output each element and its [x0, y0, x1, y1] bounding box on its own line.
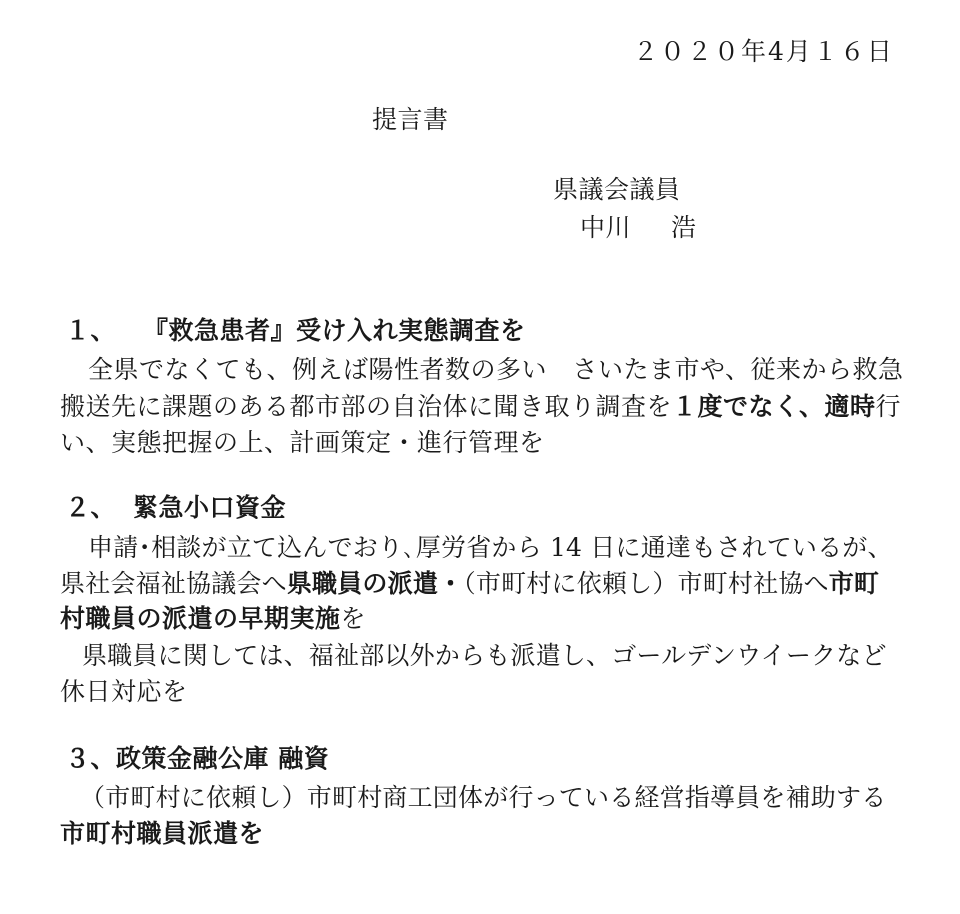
section-3-line-2 [60, 818, 264, 850]
text-run-bold: １度でなく、適時 [672, 392, 876, 421]
section-1-line-1 [88, 354, 904, 386]
text-run-bold: 村職員の派遣の早期実施 [60, 604, 341, 633]
section-1-title: 『救急患者』受け入れ実態調査を [143, 316, 526, 345]
section-2-line-4 [82, 640, 887, 672]
section-1-line-3 [60, 427, 545, 459]
text-run: （市町村に依頼し）市町村商工団体が行っている経営指導員を補助する [80, 783, 887, 812]
section-3-title: 政策金融公庫 融資 [116, 744, 330, 773]
section-1-heading [65, 315, 526, 347]
text-run: 休日対応を [60, 677, 188, 706]
text-run: 申請･相談が立て込んでおり､厚労省から 14 日に通達もされているが、 [88, 533, 893, 562]
section-2-line-5 [60, 676, 188, 708]
section-2-line-2 [60, 568, 879, 600]
author-role: 県議会議員 [553, 175, 681, 204]
section-2-line-3 [60, 603, 366, 635]
text-run-bold: 市町 [828, 569, 880, 598]
text-run: （市町村に依頼し）市町村社協へ [463, 569, 829, 598]
section-1-number: １、 [65, 316, 117, 345]
author-surname: 中川 [580, 213, 632, 242]
section-2-heading [65, 492, 286, 524]
author-name [580, 212, 697, 244]
author-given-name: 浩 [671, 213, 697, 242]
section-1-line-2 [60, 391, 901, 423]
section-2-line-1 [88, 532, 893, 564]
section-2-title: 緊急小口資金 [133, 493, 287, 522]
text-run-bold: 市町村職員派遣を [60, 819, 265, 848]
text-run: 県社会福祉協議会へ [60, 569, 287, 598]
section-3-number: ３、 [65, 744, 117, 773]
text-run: を [340, 604, 367, 633]
text-run: 県職員に関しては、福祉部以外からも派遣し、ゴールデンウイークなど [82, 641, 887, 670]
text-run: 行 [875, 392, 902, 421]
section-2-number: ２、 [65, 493, 117, 522]
section-3-line-1 [80, 782, 886, 814]
text-run: 搬送先に課題のある都市部の自治体に聞き取り調査を [60, 392, 673, 421]
section-3-heading [65, 743, 329, 775]
text-run-bold: 県職員の派遣・ [286, 569, 464, 598]
document-date: ２０２０年4月１６日 [633, 37, 894, 66]
text-run: 全県でなくても、例えば陽性者数の多い さいたま市や、従来から救急 [88, 355, 904, 384]
text-run: い、実態把握の上、計画策定・進行管理を [60, 428, 545, 457]
document-title: 提言書 [372, 105, 449, 134]
